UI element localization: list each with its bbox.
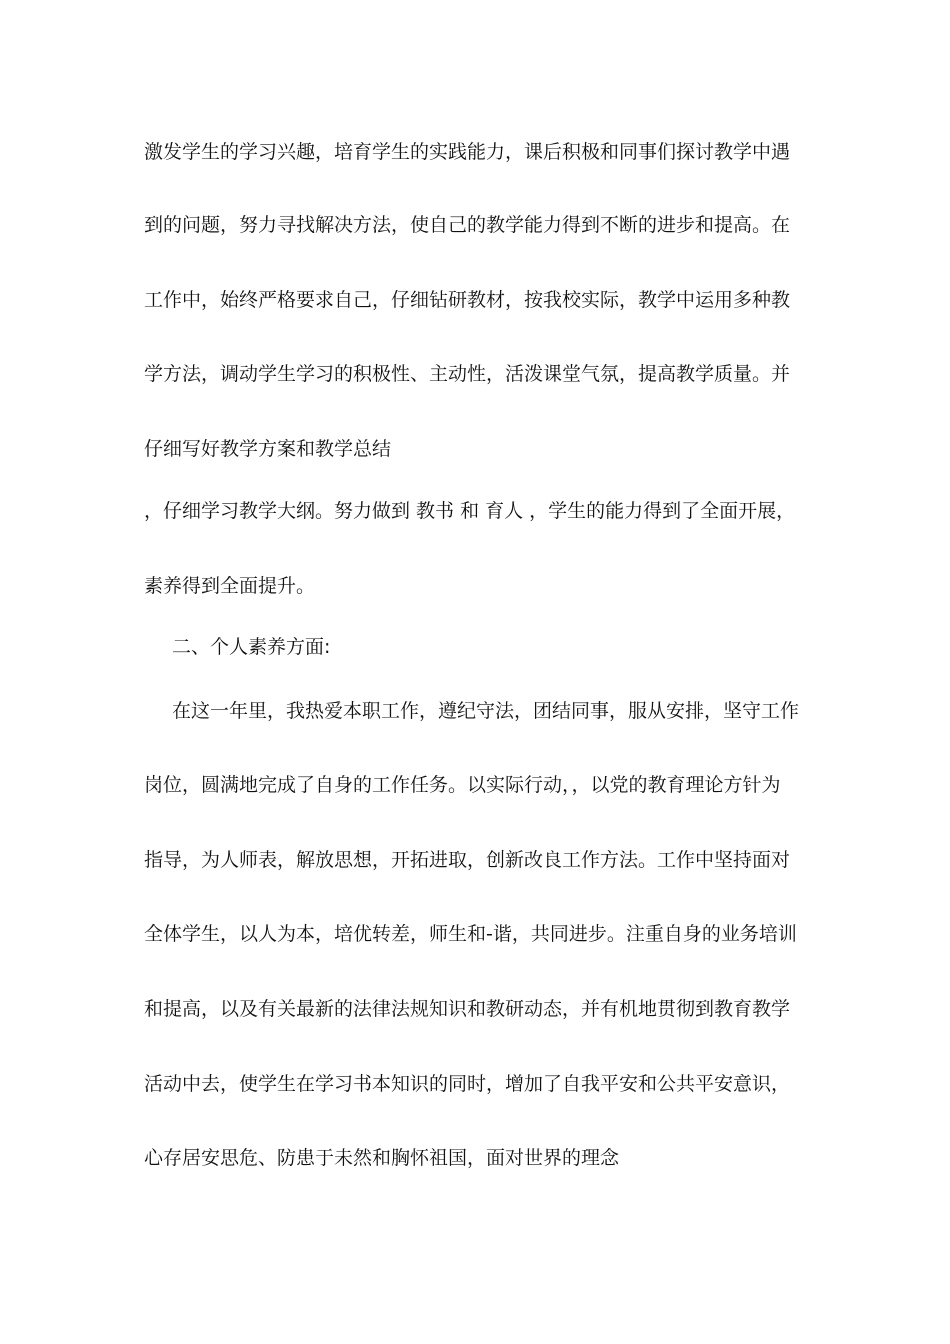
paragraph-line: 活动中去，使学生在学习书本知识的同时，增加了自我平安和公共平安意识， xyxy=(144,1073,791,1095)
paragraph-line: 激发学生的学习兴趣，培育学生的实践能力，课后积极和同事们探讨教学中遇 xyxy=(144,141,791,163)
paragraph-line: ，仔细学习教学大纲。努力做到 教书 和 育人 ，学生的能力得到了全面开展， xyxy=(144,500,796,522)
paragraph-line: 工作中，始终严格要求自己，仔细钻研教材，按我校实际，教学中运用多种教 xyxy=(144,289,791,311)
paragraph-line: 和提高，以及有关最新的法律法规知识和教研动态，并有机地贯彻到教育教学 xyxy=(144,998,791,1020)
paragraph-line: 学方法，调动学生学习的积极性、主动性，活泼课堂气氛，提高教学质量。并 xyxy=(144,363,791,385)
paragraph-line: 全体学生，以人为本，培优转差，师生和-谐，共同进步。注重自身的业务培训 xyxy=(144,923,797,945)
paragraph-line: 素养得到全面提升。 xyxy=(144,575,316,597)
paragraph-line: 心存居安思危、防患于未然和胸怀祖国，面对世界的理念 xyxy=(144,1147,620,1169)
paragraph-line: 到的问题，努力寻找解决方法，使自己的教学能力得到不断的进步和提高。在 xyxy=(144,214,791,236)
section-heading: 二、个人素养方面: xyxy=(172,636,331,658)
paragraph-line: 岗位，圆满地完成了自身的工作任务。以实际行动，，以党的教育理论方针为 xyxy=(144,774,781,796)
paragraph-line: 在这一年里，我热爱本职工作，遵纪守法，团结同事，服从安排，坚守工作 xyxy=(172,700,800,722)
paragraph-line: 仔细写好教学方案和教学总结 xyxy=(144,438,392,460)
paragraph-line: 指导，为人师表，解放思想，开拓进取，创新改良工作方法。工作中坚持面对 xyxy=(144,849,791,871)
